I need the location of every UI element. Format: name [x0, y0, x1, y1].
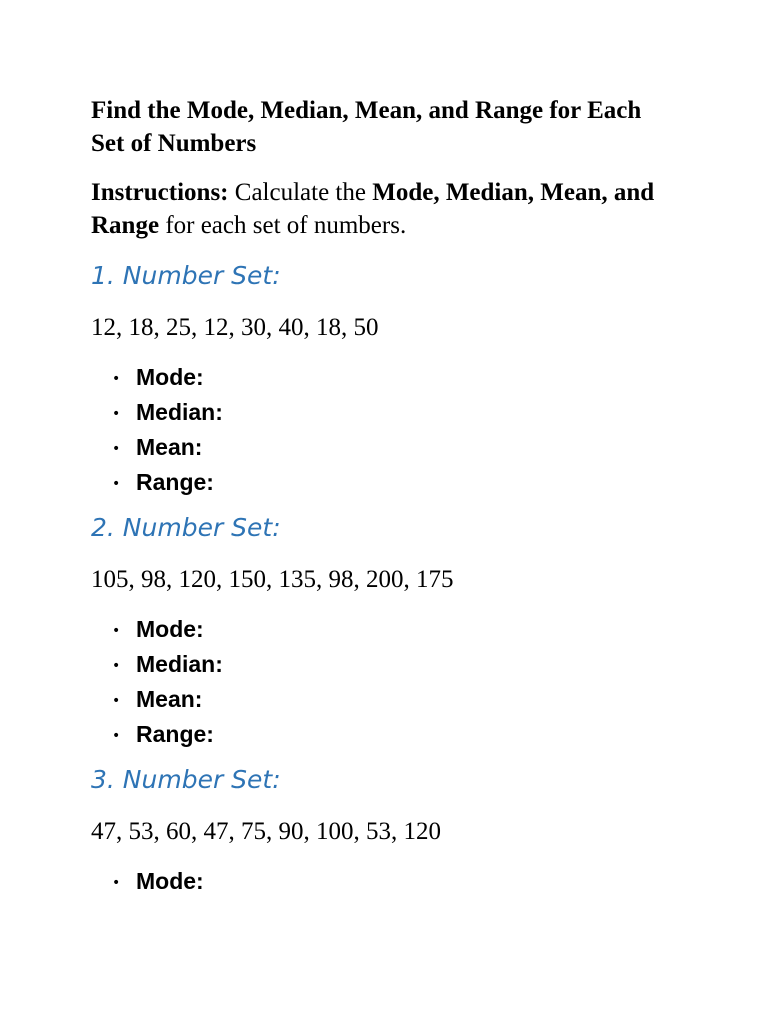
instructions-text-after: for each set of numbers.	[159, 212, 407, 239]
set-1-numbers: 12, 18, 25, 12, 30, 40, 18, 50	[91, 314, 379, 341]
set-1-stat-list	[91, 360, 678, 500]
stat-label: Range:	[136, 721, 214, 747]
set-2-mode-item	[91, 612, 678, 647]
instructions-paragraph	[91, 176, 678, 242]
set-3-stat-list	[91, 864, 678, 899]
bullet-icon: •	[112, 693, 121, 709]
bullet-icon: •	[112, 658, 121, 674]
instructions-label: Instructions:	[91, 179, 229, 206]
instructions-text-before: Calculate the	[228, 179, 373, 206]
stat-label: Mean:	[136, 686, 203, 712]
set-1-mode-item	[91, 360, 678, 395]
document-title: Find the Mode, Median, Mean, and Range for Each Set of Numbers	[91, 97, 642, 157]
stat-label: Median:	[136, 399, 223, 425]
bullet-icon: •	[112, 406, 121, 422]
stat-label: Range:	[136, 469, 214, 495]
set-2-median-item	[91, 647, 678, 682]
set-2-range-item	[91, 717, 678, 752]
set-2-stat-list	[91, 612, 678, 752]
bullet-icon: •	[112, 371, 121, 387]
set-1-median-item	[91, 395, 678, 430]
set-3-heading: 3. Number Set:	[91, 765, 281, 794]
stat-label: Mode:	[136, 364, 204, 390]
stat-label: Mode:	[136, 616, 204, 642]
bullet-icon: •	[112, 476, 121, 492]
stat-label: Mean:	[136, 434, 203, 460]
set-1-mean-item	[91, 430, 678, 465]
set-3-mode-item	[91, 864, 678, 899]
set-2-numbers: 105, 98, 120, 150, 135, 98, 200, 175	[91, 566, 454, 593]
bullet-icon: •	[112, 441, 121, 457]
set-2-heading: 2. Number Set:	[91, 513, 281, 542]
stat-label: Median:	[136, 651, 223, 677]
set-1-range-item	[91, 465, 678, 500]
instructions-emphasis: Mode, Median, Mean, and Range	[91, 179, 655, 239]
set-2-mean-item	[91, 682, 678, 717]
bullet-icon: •	[112, 875, 121, 891]
bullet-icon: •	[112, 728, 121, 744]
set-1-heading: 1. Number Set:	[91, 261, 281, 290]
set-3-numbers: 47, 53, 60, 47, 75, 90, 100, 53, 120	[91, 818, 441, 845]
bullet-icon: •	[112, 623, 121, 639]
stat-label: Mode:	[136, 868, 204, 894]
